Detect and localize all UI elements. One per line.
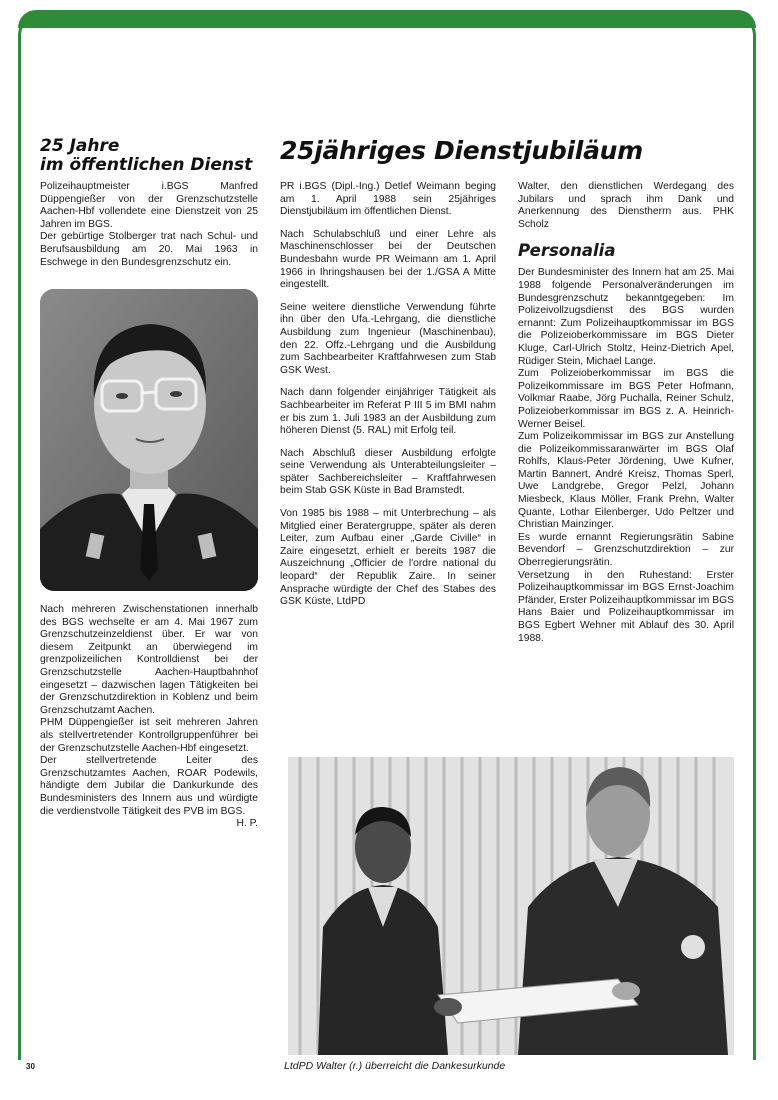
main-paragraph-1: PR i.BGS (Dipl.-Ing.) Detlef Weimann beging am 1. April 1988 sein 25jähriges Dienstjubiläum im öffentlichen Dienst.	[280, 181, 496, 218]
page-number: 30	[26, 1062, 35, 1071]
headline-line-1: 25 Jahre	[40, 136, 120, 156]
personalia-headline: Personalia	[518, 241, 616, 261]
personalia-paragraph-1: Der Bundesminister des Innern hat am 25. Mai 1988 folgende Personalveränderungen im Bundesgrenzschutz bekanntgegeben: Im Polizeivollzugsdienst des BGS wurden ernannt: Zum Polizeihauptkommissar im BGS die Polizeioberkommissare im BGS Dieter Kluge, Carl-Ulrich Stoltz, Heinz-Dietrich Apel, Rüdiger Stein, Michael Lange.	[518, 267, 734, 367]
left-body-column	[40, 604, 258, 831]
main-paragraph-6: Von 1985 bis 1988 – mit Unterbrechung – als Mitglied einer Beratergruppe, später als deren Leiter, zum Aufbau einer „Garde Civille“ in Zaire eingesetzt, erhielt er bereits 1987 die Auszeichnung „Officier de l'ordre national du leopard“ der Republik Zaire. In seiner Ansprache würdigte der Chef des Stabes des GSK Küste, LtdPD	[280, 508, 496, 608]
left-intro-column	[40, 181, 258, 269]
left-intro-paragraph-2: Der gebürtige Stolberger trat nach Schul- und Berufsausbildung am 20. Mai 1963 in Eschwege in den Bundesgrenzschutz ein.	[40, 231, 258, 268]
personalia-paragraph-3: Zum Polizeikommissar im BGS zur Anstellung die Polizeikommissaranwärter im BGS Olaf Rohlfs, Klaus-Peter Jördening, Uwe Kufner, Martin Bannert, André Kreisz, Thomas Sperl, Uwe Landgrebe, Gregor Pelzl, Johann Miesbeck, Klaus Möller, Frank Prehn, Walter Quante, Lothar Eilenberger, Udo Peltzer und Christian Mainzinger.	[518, 431, 734, 531]
main-paragraph-2: Nach Schulabschluß und einer Lehre als Maschinenschlosser bei der Deutschen Bundesbahn wurde PR Weimann am 1. April 1966 in Ihringshausen bei der 1./GSA A Mitte eingestellt.	[280, 228, 496, 291]
main-article-column	[280, 181, 496, 619]
left-intro-paragraph-1: Polizeihauptmeister i.BGS Manfred Düppengießer von der Grenzschutzstelle Aachen-Hbf vollendete eine Dienstzeit von 25 Jahren im BGS.	[40, 181, 258, 230]
main-paragraph-3: Seine weitere dienstliche Verwendung führte ihn über den Ufa.-Lehrgang, die dienstliche Ausbildung zum Ingenieur (Maschinenbau), den 22. Offz.-Lehrgang und die Ausbildung zum Sachbearbeiter Kraftfahrwesen zum Stab GSK West.	[280, 301, 496, 376]
left-body-paragraph-3: Der stellvertretende Leiter des Grenzschutzamtes Aachen, ROAR Podewils, händigte dem Jubilar die Dankurkunde des Bundesministers des Innern aus und würdigte die verdienstvolle Tätigkeit des PVB im BGS.	[40, 755, 258, 817]
ceremony-photo	[288, 757, 734, 1055]
left-article-headline	[40, 137, 260, 175]
left-body-paragraph-1: Nach mehreren Zwischenstationen innerhalb des BGS wechselte er am 4. Mai 1967 zum Grenzschutzeinzeldienst über. Er war von diesem Zeitpunkt an überwiegend im grenzpolizeilichen Kontrolldienst bei der Grenzschutzstelle Aachen-Hauptbahnhof eingesetzt – dazwischen lagen Tätigkeiten bei der Grenzschutzdirektion in Koblenz und beim Grenzschutzamt Aachen.	[40, 604, 258, 716]
photo-caption: LtdPD Walter (r.) überreicht die Dankesurkunde	[284, 1060, 506, 1072]
personalia-paragraph-5: Versetzung in den Ruhestand: Erster Polizeihauptkommissar im BGS Ernst-Joachim Pfänder, Erster Polizeihauptkommissar im BGS Hans Baier und Polizeihauptkommissar im BGS Egbert Wehner mit Ablauf des 30. April 1988.	[518, 569, 734, 644]
personalia-paragraph-4: Es wurde ernannt Regierungsrätin Sabine Bevendorf – Grenzschutzdirektion – zur Oberregierungsrätin.	[518, 531, 734, 569]
personalia-paragraph-2: Zum Polizeioberkommissar im BGS die Polizeikommissare im BGS Peter Hofmann, Volkmar Raabe, Jörg Puchalla, Reiner Schulz, Polizeioberkommissar im BGS z. A. Heinrich-Werner Beisel.	[518, 368, 734, 430]
main-paragraph-5: Nach Abschluß dieser Ausbildung erfolgte seine Verwendung als Unterabteilungsleiter – später Sachbereichsleiter – Kraftfahrwesen beim Stab GSK Küste in Bad Bramstedt.	[280, 447, 496, 497]
headline-line-2: im öffentlichen Dienst	[40, 155, 253, 175]
main-article-headline: 25jähriges Dienstjubiläum	[280, 136, 643, 165]
left-body-paragraph-2: PHM Düppengießer ist seit mehreren Jahren als stellvertretender Kontrollgruppenführer bei der Grenzschutzstelle Aachen-Hbf eingesetzt.	[40, 717, 258, 754]
portrait-photo	[40, 289, 258, 591]
main-paragraph-7: Walter, den dienstlichen Werdegang des Jubilars und sprach ihm Dank und Anerkennung des Dienstherrn aus. PHK Scholz	[518, 181, 734, 230]
right-column	[518, 181, 734, 645]
left-article-author: H. P.	[236, 818, 258, 830]
main-paragraph-4: Nach dann folgender einjähriger Tätigkeit als Sachbearbeiter im Referat P III 5 im BMI nahm er bis zum 1. Juli 1983 an der Ausbildung zum höheren Dienst (5. RAL) mit Erfolg teil.	[280, 387, 496, 437]
